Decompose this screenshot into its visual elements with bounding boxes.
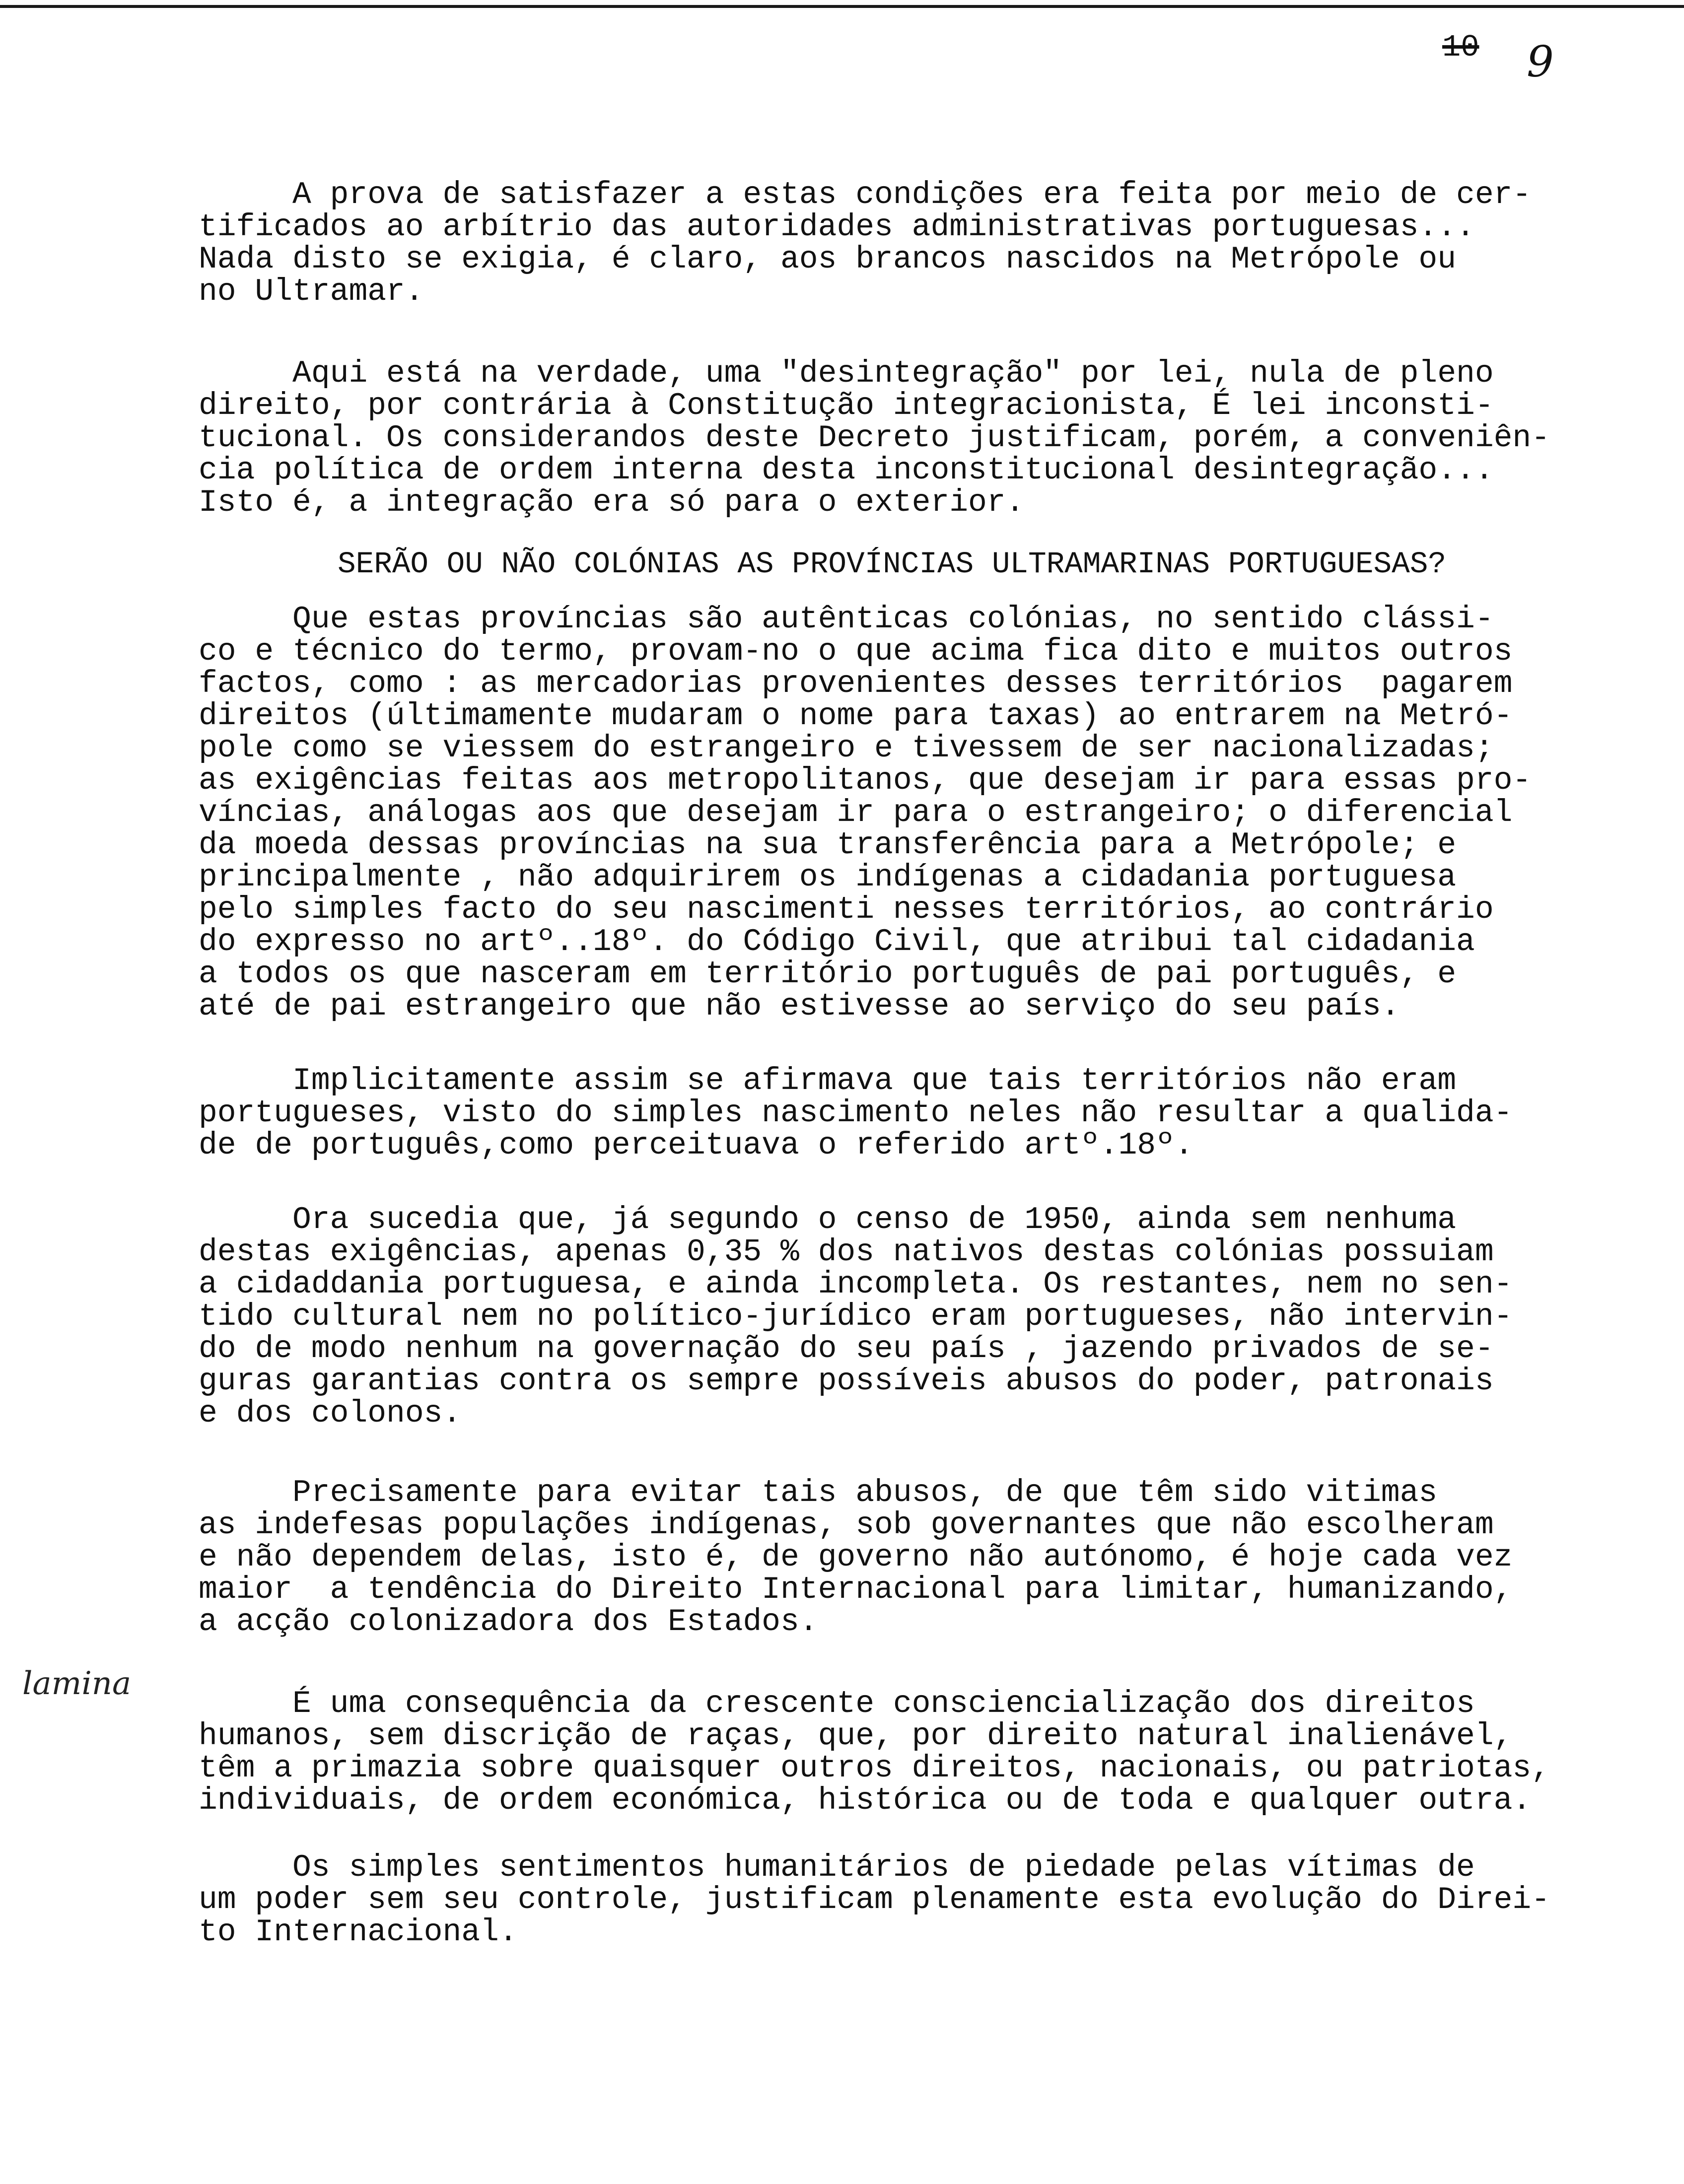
section-heading: SERÃO OU NÃO COLÓNIAS AS PROVÍNCIAS ULTRAMARINAS PORTUGUESAS? xyxy=(338,547,1446,582)
handwritten-margin-note: lamina xyxy=(22,1665,132,1702)
paragraph-1: A prova de satisfazer a estas condições era feita por meio de cer- tificados ao arbítrio das autoridades administrativas portuguesas... Nada disto se exigia, é claro, aos brancos nascidos na Metrópole ou no Ultramar. xyxy=(199,177,1532,309)
paragraph-5: Ora sucedia que, já segundo o censo de 1950, ainda sem nenhuma destas exigências, apenas 0,35 % dos nativos destas colónias possuiam a cidaddania portuguesa, e ainda incompleta. Os restantes, nem no sen- tido cultural nem no político-jurídico eram portugueses, não intervin- do de modo nenhum na governação do seu país , jazendo privados de se- guras garantias contra os sempre possíveis abusos do poder, patronais e dos colonos. xyxy=(199,1202,1513,1431)
paragraph-6: Precisamente para evitar tais abusos, de que têm sido vitimas as indefesas populações indígenas, sob governantes que não escolheram e não dependem delas, isto é, de governo não autónomo, é hoje cada vez maior a tendência do Direito Internacional para limitar, humanizando, a acção colonizadora dos Estados. xyxy=(199,1475,1513,1639)
old-page-number: 10 xyxy=(1442,30,1479,65)
top-border-line xyxy=(0,5,1684,8)
document-body xyxy=(199,179,1663,1948)
paragraph-3: Que estas províncias são autênticas colónias, no sentido clássi- co e técnico do termo, provam-no o que acima fica dito e muitos outros factos, como : as mercadorias provenientes desses territórios pagarem direitos (últimamente mudaram o nome para taxas) ao entrarem na Metró- pole como se viessem do estrangeiro e tivessem de ser nacionalizadas; as exigências feitas aos metropolitanos, que desejam ir para essas pro- víncias, análogas aos que desejam ir para o estrangeiro; o diferencial da moeda dessas províncias na sua transferência para a Metrópole; e principalmente , não adquirirem os indígenas a cidadania portuguesa pelo simples facto do seu nascimenti nesses territórios, ao contrário do expresso no artº..18º. do Código Civil, que atribui tal cidadania a todos os que nasceram em território português de pai português, e até de pai estrangeiro que não estivesse ao serviço do seu país. xyxy=(199,602,1532,1024)
paragraph-7: É uma consequência da crescente consciencialização dos direitos humanos, sem discrição de raças, que, por direito natural inalienável, têm a primazia sobre quaisquer outros direitos, nacionais, ou patriotas, individuais, de ordem económica, histórica ou de toda e qualquer outra. xyxy=(199,1686,1550,1818)
paragraph-2: Aqui está na verdade, uma "desintegração" por lei, nula de pleno direito, por contrária à Constitução integracionista, É lei inconsti- tucional. Os considerandos deste Decreto justificam, porém, a conveniên- cia política de ordem interna desta inconstitucional desintegração... Isto é, a integração era só para o exterior. xyxy=(199,356,1550,520)
paragraph-8: Os simples sentimentos humanitários de piedade pelas vítimas de um poder sem seu controle, justificam plenamente esta evolução do Direi- to Internacional. xyxy=(199,1850,1550,1950)
paragraph-4: Implicitamente assim se afirmava que tais territórios não eram portugueses, visto do simples nascimento neles não resultar a qualida- de de português,como perceituava o referido artº.18º. xyxy=(199,1063,1513,1163)
page-number: 9 xyxy=(1527,37,1554,87)
